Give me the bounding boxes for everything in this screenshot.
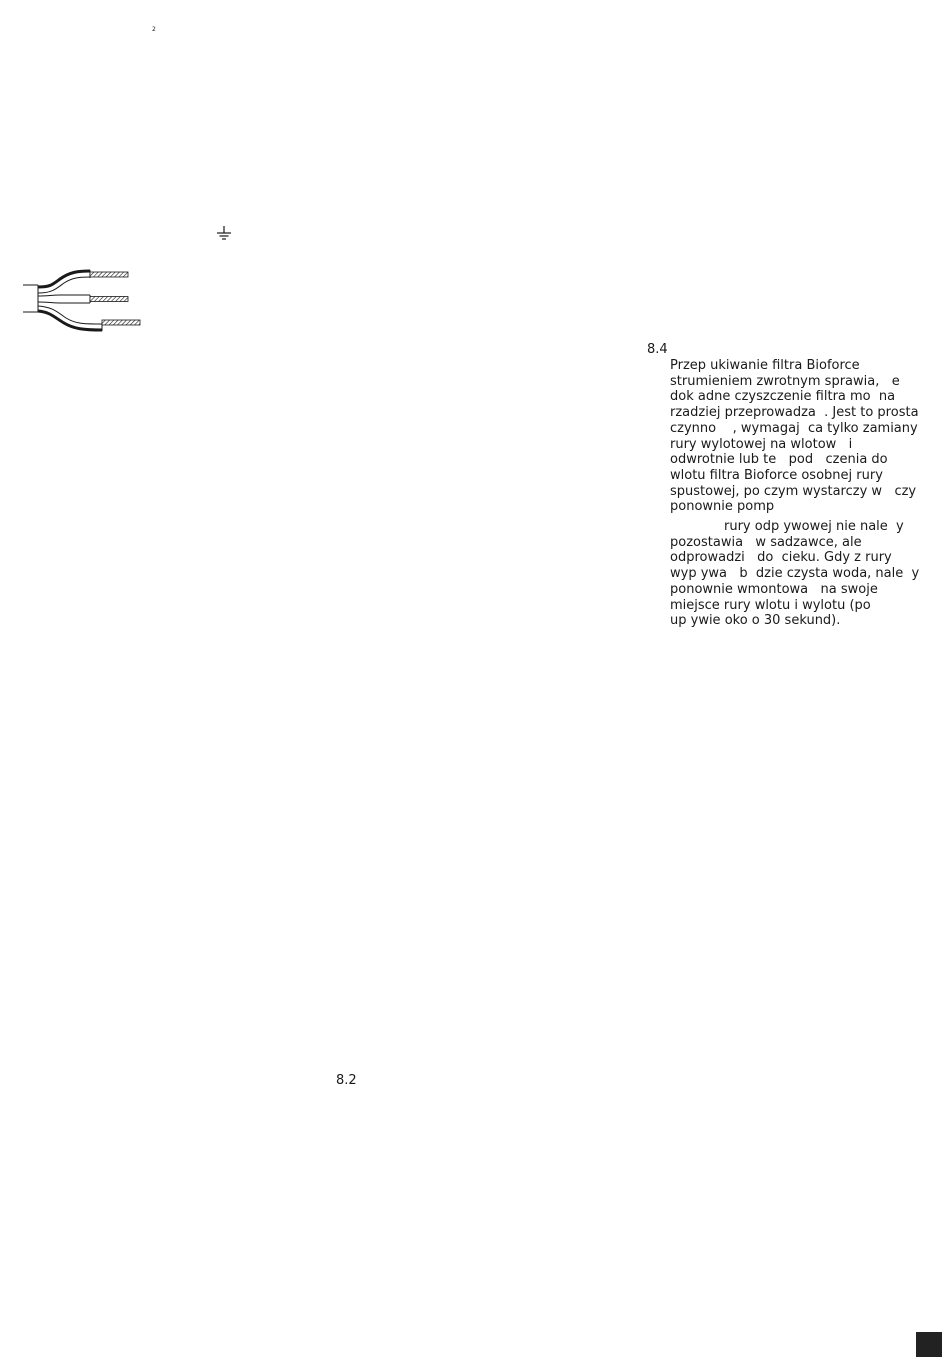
three-wire-cable-icon	[20, 265, 145, 333]
text-line: rury wylotowej na wlotow i	[670, 436, 853, 452]
page-corner-block	[916, 1332, 942, 1357]
text-line: up ywie oko o 30 sekund).	[670, 613, 841, 629]
text-line: Przep ukiwanie filtra Bioforce	[670, 358, 860, 373]
section-number-8-4: 8.4	[647, 342, 668, 357]
paragraph-backwash	[670, 358, 926, 515]
text-line: odwrotnie lub te pod czenia do	[670, 452, 888, 468]
page-marker: 2	[152, 26, 156, 33]
text-line: strumieniem zwrotnym sprawia, e	[670, 373, 900, 389]
text-line	[670, 519, 926, 535]
text-line: ponownie wmontowa na swoje	[670, 581, 878, 597]
text-line: odprowadzi do cieku. Gdy z rury	[670, 550, 892, 566]
text-line: pozostawia w sadzawce, ale	[670, 534, 862, 550]
text-line: ponownie pomp	[670, 499, 775, 515]
text-line: wyp ywa b dzie czysta woda, nale y	[670, 566, 920, 582]
text-line: czynno , wymagaj ca tylko zamiany	[670, 420, 918, 436]
text-line: rzadziej przeprowadza . Jest to prosta	[670, 405, 919, 421]
section-number-8-2: 8.2	[336, 1073, 357, 1088]
text-line: miejsce rury wlotu i wylotu (po	[670, 597, 871, 613]
text-line: spustowej, po czym wystarczy w czy	[670, 483, 917, 499]
text-line: wlotu filtra Bioforce osobnej rury	[670, 467, 883, 483]
text-line-content: rury odp ywowej nie nale y	[724, 519, 904, 534]
text-line: dok adne czyszczenie filtra mo na	[670, 389, 896, 405]
paragraph-drain-pipe	[670, 519, 926, 629]
ground-symbol-icon	[216, 226, 232, 242]
